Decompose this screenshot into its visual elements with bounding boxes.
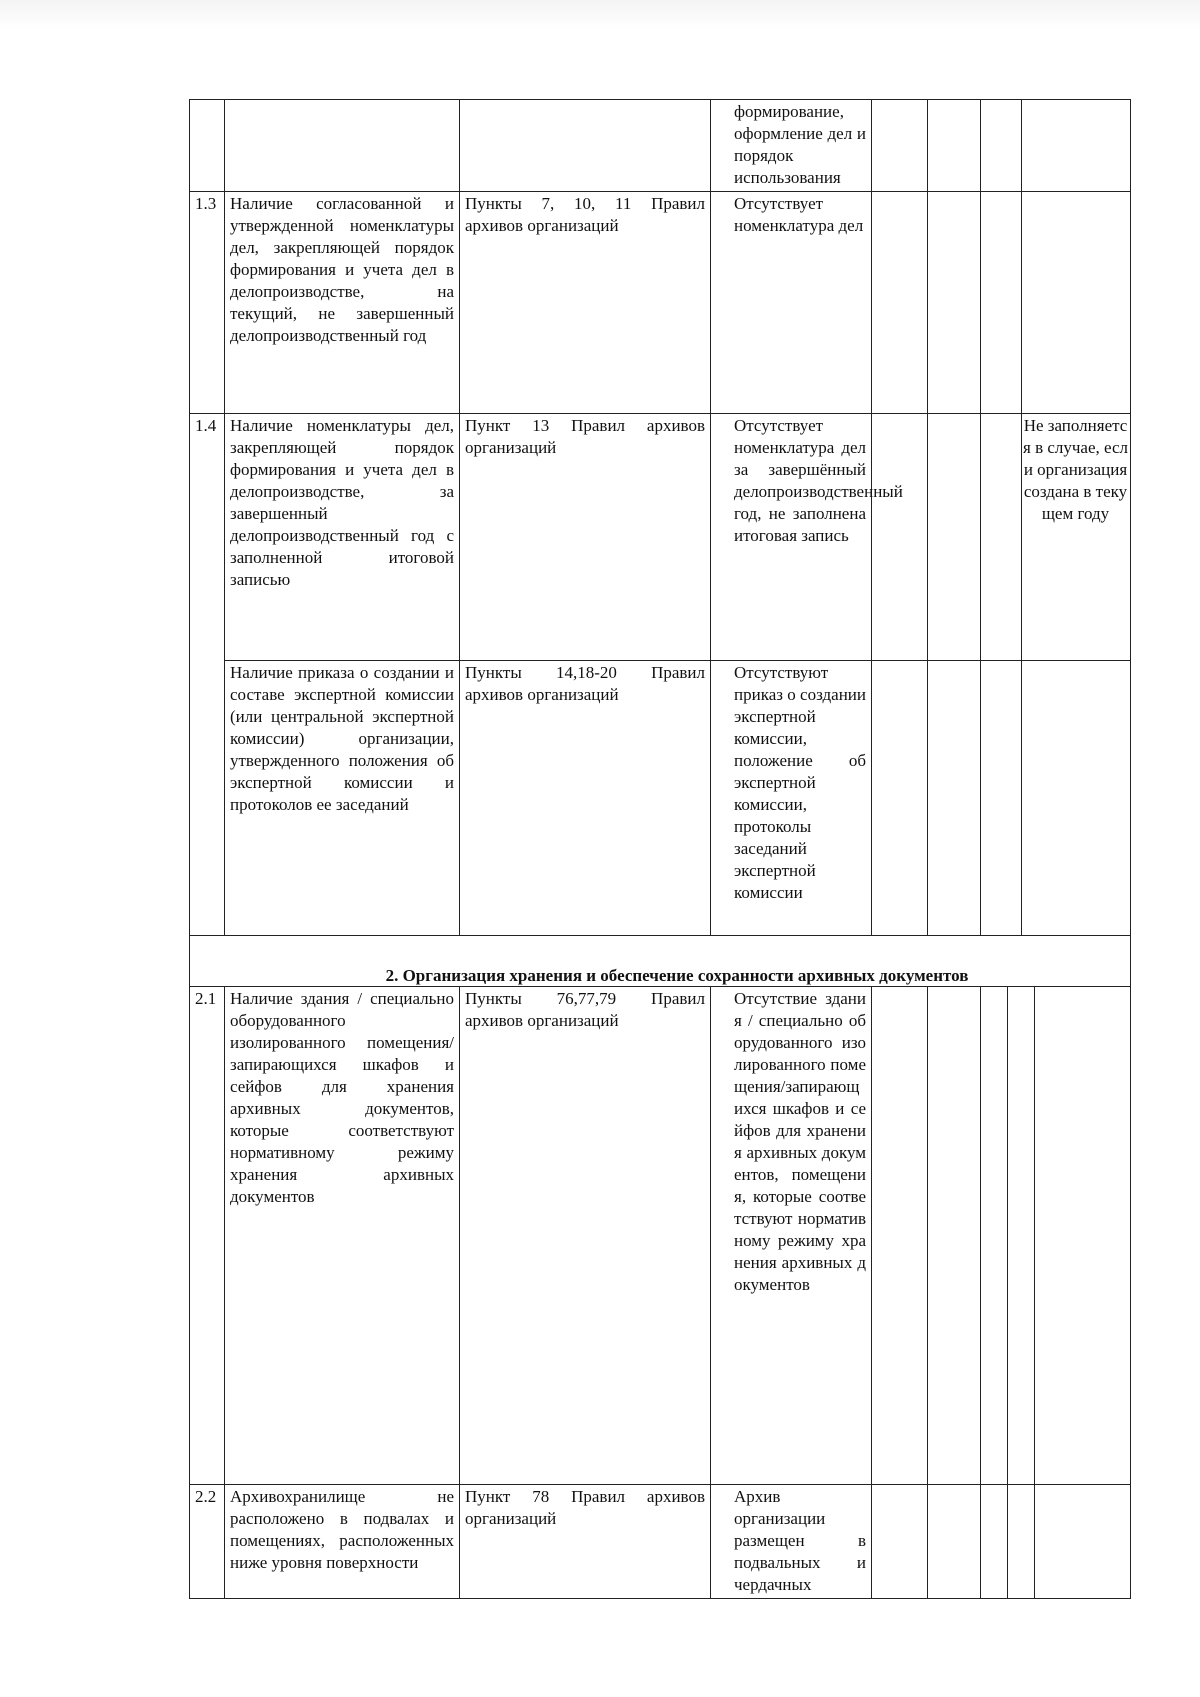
row-basis: Пункты 7, 10, 11 Правил архивов организаций	[465, 194, 705, 235]
col-line	[871, 99, 872, 935]
col-line	[224, 986, 225, 1599]
row-line	[189, 191, 1130, 192]
col-line	[1007, 986, 1008, 1599]
col-line	[980, 99, 981, 935]
inspection-table	[189, 99, 1130, 1599]
col-line	[224, 99, 225, 935]
row-number: 2.2	[195, 1487, 217, 1506]
col-line	[927, 99, 928, 935]
row-basis: Пункты 76,77,79 Правил архивов организаций	[465, 989, 705, 1030]
row-basis: Пункт 78 Правил архивов организаций	[465, 1487, 705, 1528]
col-line	[1021, 99, 1022, 935]
top-row-violation: формирование, оформление дел и порядок использования	[734, 102, 866, 187]
col-line	[1130, 99, 1131, 1599]
row-requirement: Архивохранилище не расположено в подвалах и помещениях, расположенных ниже уровня поверхности	[230, 1487, 454, 1572]
col-line	[871, 986, 872, 1599]
col-line	[927, 986, 928, 1599]
row-violation: Отсутствуют приказ о создании экспертной комиссии, положение об экспертной комиссии, протоколы заседаний экспертной комиссии	[734, 663, 866, 902]
row-violation: Отсутствует номенклатура дел за завершённый делопроизводственный год, не заполнена итоговая запись	[734, 416, 903, 545]
row-line	[224, 660, 1130, 661]
row-violation: Отсутствует номенклатура дел	[734, 194, 864, 235]
row-requirement: Наличие здания / специально оборудованного изолированного помещения/запирающихся шкафов и сейфов для хранения архивных документов, которые соответствуют нормативному режиму хранения архивных документов	[230, 989, 454, 1206]
row-note: Не заполняется в случае, если организация создана в текущем году	[1023, 416, 1129, 523]
row-requirement: Наличие номенклатуры дел, закрепляющей порядок формирования и учета дел в делопроизводстве, за завершенный делопроизводственный год с заполненной итоговой записью	[230, 416, 454, 589]
col-line	[980, 986, 981, 1599]
row-basis: Пункт 13 Правил архивов организаций	[465, 416, 705, 457]
row-line	[189, 935, 1130, 936]
col-line	[710, 986, 711, 1599]
row-requirement: Наличие согласованной и утвержденной номенклатуры дел, закрепляющей порядок формирования и учета дел в делопроизводстве, на текущий, не завершенный делопроизводственный год	[230, 194, 454, 345]
row-violation: Отсутствие здания / специально оборудованного изолированного помещения/запирающихся шкафов и сейфов для хранения архивных документов, помещения, которые соответствуют нормативному режиму хранения архивных документов	[734, 989, 866, 1294]
row-line	[189, 1598, 1130, 1599]
col-line	[459, 986, 460, 1599]
row-line	[189, 99, 1130, 100]
col-line	[1034, 986, 1035, 1599]
col-line	[459, 99, 460, 935]
row-line	[189, 1484, 1130, 1485]
section-title: 2. Организация хранения и обеспечение сохранности архивных документов	[385, 966, 969, 985]
row-number: 2.1	[195, 989, 217, 1008]
row-number: 1.3	[195, 194, 217, 213]
col-line	[710, 99, 711, 935]
col-line	[189, 99, 190, 1599]
row-requirement: Наличие приказа о создании и составе экспертной комиссии (или центральной экспертной комиссии) организации, утвержденного положения об экспертной комиссии и протоколов ее заседаний	[230, 663, 454, 814]
scan-edge	[0, 0, 1200, 30]
row-violation: Архив организации размещен в подвальных и чердачных	[734, 1487, 866, 1594]
row-number: 1.4	[195, 416, 217, 435]
row-line	[189, 413, 1130, 414]
row-basis: Пункты 14,18-20 Правил архивов организаций	[465, 663, 705, 704]
